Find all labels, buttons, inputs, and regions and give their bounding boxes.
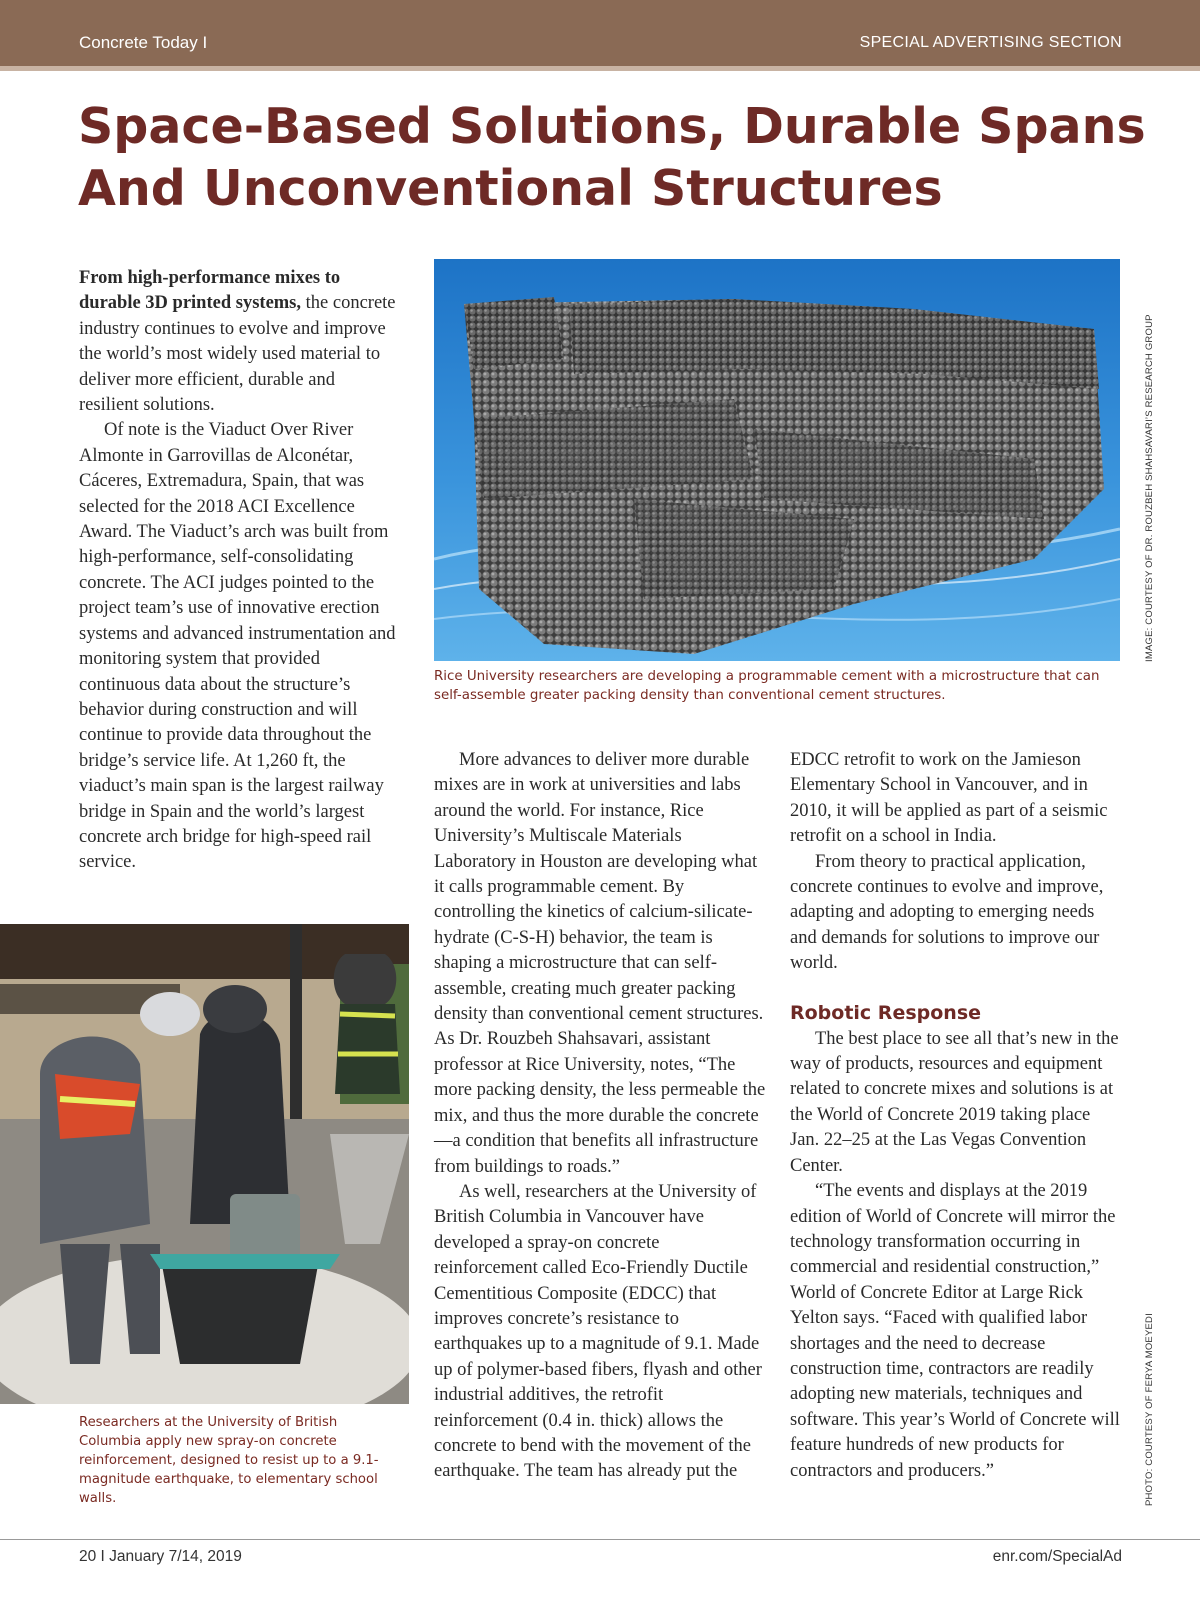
lead-in: From high-performance mixes to durable 3D printed systems, xyxy=(79,268,341,314)
title-line-2: And Unconventional Structures xyxy=(78,160,943,217)
publication-name: Concrete Today I xyxy=(79,33,208,52)
article-title xyxy=(78,96,1146,220)
column-2 xyxy=(434,748,766,1485)
image-credit: IMAGE: COURTESY OF DR. ROUZBEH SHAHSAVARI’S RESEARCH GROUP xyxy=(1144,314,1155,662)
edcc-paragraph: EDCC retrofit to work on the Jamieson Elementary School in Vancouver, and in 2010, it will be applied as part of a seismic retrofit on a school in India. xyxy=(790,750,1108,847)
theory-paragraph: From theory to practical application, concrete continues to evolve and improve, adapting and adopting to emerging needs and demands for solutions to improve our world. xyxy=(790,851,1104,974)
footer-rule xyxy=(0,1539,1200,1540)
header-rule xyxy=(0,66,1200,71)
section-subhead: Robotic Response xyxy=(790,1001,982,1024)
intro-text: the concrete industry continues to evolve and improve the world’s most widely used material to deliver more efficient, durable and resilient solutions. xyxy=(79,293,396,416)
intro-paragraph xyxy=(79,266,397,418)
figure1-caption: Rice University researchers are developing a programmable cement with a microstructure that can self-assemble greater packing density than conventional cement structures. xyxy=(434,669,1100,703)
photo-credit: PHOTO: COURTESY OF FERYA MOEYEDI xyxy=(1144,1313,1155,1506)
section-label: SPECIAL ADVERTISING SECTION xyxy=(859,34,1122,51)
quote-paragraph: “The events and displays at the 2019 edition of World of Concrete will mirror the technology transformation occurring in commercial and residential construction,” World of Concrete Editor at Large Rick Yelton says. “Faced with qualified labor shortages and the need to decrease construction time, contractors are readily adopting new materials, techniques and software. This year’s World of Concrete will feature hundreds of new products for contractors and producers.” xyxy=(790,1181,1120,1481)
figure2-caption: Researchers at the University of British Columbia apply new spray-on concrete reinforcement, designed to resist up to a 9.1-magnitude earthquake, to elementary school walls. xyxy=(79,1415,379,1506)
viaduct-paragraph: Of note is the Viaduct Over River Almonte in Garrovillas de Alconétar, Cáceres, Extremadura, Spain, that was selected for the 2018 ACI Excellence Award. The Viaduct’s arch was built from high-performance, self-consolidating concrete. The ACI judges pointed to the project team’s use of innovative erection systems and advanced instrumentation and monitoring system that provided continuous data about the structure’s behavior during construction and will continue to provide data throughout the bridge’s service life. At 1,260 ft, the viaduct’s main span is the largest railway bridge in Spain and the world’s largest concrete arch bridge for high-speed rail service. xyxy=(79,420,396,873)
ubc-paragraph: As well, researchers at the University of British Columbia in Vancouver have developed a spray-on concrete reinforcement called Eco-Friendly Ductile Cementitious Composite (EDCC) that improves concrete’s resistance to earthquakes up to a magnitude of 9.1. Made up of polymer-based fibers, flyash and other industrial additives, the retrofit reinforcement (0.4 in. thick) allows the concrete to bend with the movement of the earthquake. The team has already put the xyxy=(434,1181,762,1482)
microstructure-illustration xyxy=(434,259,1120,661)
title-line-1: Space-Based Solutions, Durable Spans xyxy=(78,98,1146,155)
rice-paragraph: More advances to deliver more durable mixes are in work at universities and labs around the world. For instance, Rice University’s Multiscale Materials Laboratory in Houston are developing what it calls programmable cement. By controlling the kinetics of calcium-silicate-hydrate (C-S-H) behavior, the team is shaping a microstructure that can self-assemble, creating much greater packing density than conventional cement structures. As Dr. Rouzbeh Shahsavari, assistant professor at Rice University, notes, “The more packing density, the less permeable the mix, and thus the more durable the concrete—a condition that benefits all infrastructure from buildings to roads.” xyxy=(434,750,766,1177)
column-3 xyxy=(790,748,1124,1484)
researchers-illustration xyxy=(0,924,409,1404)
page-number-date: 20 I January 7/14, 2019 xyxy=(79,1548,242,1565)
footer-url: enr.com/SpecialAd xyxy=(992,1548,1122,1565)
world-of-concrete-paragraph: The best place to see all that’s new in the way of products, resources and equipment related to concrete mixes and solutions is at the World of Concrete 2019 taking place Jan. 22–25 at the Las Vegas Convention Center. xyxy=(790,1028,1119,1176)
microstructure-image xyxy=(434,259,1120,661)
researchers-photo xyxy=(0,924,409,1404)
column-1 xyxy=(79,266,397,876)
